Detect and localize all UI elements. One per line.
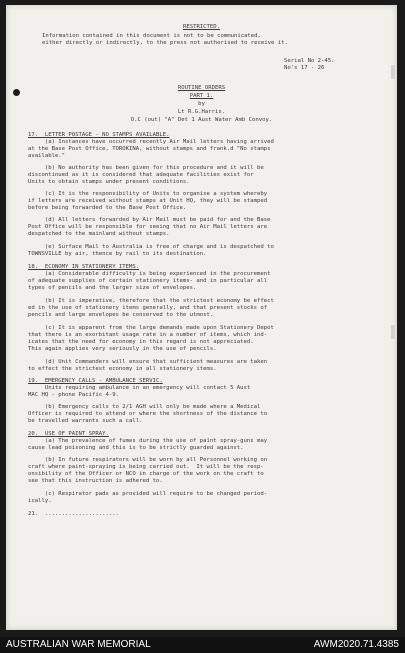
body-line: (a) Instances have occurred recently Air Mail letters having arrived: [28, 139, 274, 145]
body-line: available.": [28, 153, 66, 159]
body-line: onsibility of the Officer or NCO in charge of the work on the craft to: [28, 471, 264, 477]
body-line: 21. ......................: [28, 511, 119, 517]
archive-footer: [0, 637, 405, 653]
body-line: MAC HQ - phone Pacific 4-9.: [28, 392, 119, 398]
body-line: (b) No authority has been given for this procedure and it will be: [28, 165, 264, 171]
body-line: despatched to the mainland without stamps.: [28, 231, 170, 237]
body-line: (a) Considerable difficulty is being experienced in the procurement: [28, 271, 271, 277]
body-line: at the Base Post Office, TOROKINA, without stamps and frank.d "No stamps: [28, 146, 271, 152]
body-line: Post Office will be responsible for seeing that no Air Mail letters are: [28, 224, 268, 230]
body-line: cause lead poisoning and this is to be strictly guarded against.: [28, 445, 244, 451]
document-page: [6, 5, 397, 630]
notice-line: either directly or indirectly, to the press not authorised to receive it.: [42, 40, 288, 46]
heading-by: by: [198, 101, 205, 107]
body-line: Units to obtain stamps under present conditions.: [28, 179, 190, 185]
page-edge-tab: [391, 65, 395, 79]
body-line: (a) The prevalence of fumes during the use of paint spray-guns may: [28, 438, 268, 444]
body-line: Units requiring ambulance in an emergency will contact 5 Aust: [28, 385, 251, 391]
body-line: ed in the use of stationery items generally, and that present stocks of: [28, 305, 268, 311]
body-line: (b) In future respirators will be worn by all Personnel working on: [28, 457, 268, 463]
body-line: ically.: [28, 498, 52, 504]
heading-title: ROUTINE ORDERS: [177, 85, 226, 91]
body-line: TOWNSVILLE by air, thence by rail to its destination.: [28, 251, 207, 257]
heading-part: PART 1.: [189, 93, 214, 99]
body-line: (b) It is imperative, therefore that the strictest economy be effect: [28, 298, 274, 304]
heading-officer: Lt R.G.Harris.: [177, 109, 226, 115]
body-line: (b) Emergency calls to 2/1 AGH will only be made where a Medical: [28, 404, 261, 410]
page-edge-tab: [391, 325, 395, 339]
body-line: craft where paint-spraying is being carried out. It will be the resp-: [28, 464, 264, 470]
body-line: Officer is required to attend or where the shortness of the distance to: [28, 411, 268, 417]
body-line: types of pencils and the larger size of envelopes.: [28, 285, 197, 291]
body-line: (e) Surface Mail to Australia is free of charge and is despatched to: [28, 244, 274, 250]
body-line: (c) It is the responsibility of Units to organise a system whereby: [28, 191, 268, 197]
body-line: discontinued as it is considered that adequate facilities exist for: [28, 172, 254, 178]
section-heading: 20. USE OF PAINT SPRAY.: [28, 431, 109, 437]
body-line: be travelled warrants such a call.: [28, 418, 143, 424]
body-line: if letters are received without stamps at Unit HQ, they will be stamped: [28, 198, 268, 204]
body-line: before being forwarded to the Base Post Office.: [28, 205, 187, 211]
notice-line: Information contained in this document is not to be communicated,: [42, 33, 261, 39]
body-line: of adequate supplies of certain stationery items- and in particular all: [28, 278, 268, 284]
body-line: (c) Respirator pads as provided will require to be changed period-: [28, 491, 268, 497]
body-line: see that this instruction is adhered to.: [28, 478, 163, 484]
body-line: This again applies very seriously in the use of pencils.: [28, 346, 217, 352]
section-heading: 18. ECONOMY IN STATIONERY ITEMS.: [28, 264, 140, 270]
serial-number: Serial No 2-45.: [284, 58, 335, 64]
section-heading: 17. LETTER POSTAGE - NO STAMPS AVAILABLE.: [28, 132, 170, 138]
body-line: icates that the need for economy in this regard is not appreciated.: [28, 339, 254, 345]
restricted-marking: RESTRICTED.: [182, 24, 221, 30]
body-line: (c) It is apparent from the large demands made upon Stationery Depot: [28, 325, 274, 331]
body-line: (d) All letters forwarded by Air Mail must be paid for and the Base: [28, 217, 271, 223]
footer-source: AUSTRALIAN WAR MEMORIAL: [6, 639, 151, 650]
order-numbers: No's 17 - 26: [284, 65, 325, 71]
footer-accession: AWM2020.71.4385: [313, 639, 399, 650]
body-line: pencils and large envelopes be conserved to the utmost.: [28, 312, 214, 318]
body-line: (d) Unit Commanders will ensure that sufficient measures are taken: [28, 359, 268, 365]
body-line: to effect the strictest economy in all stationery items.: [28, 366, 217, 372]
section-heading: 19. EMERGENCY CALLS - AMBULANCE SERVIC.: [28, 378, 163, 384]
heading-unit: O.C (out) "A" Det 1 Aust Water Amb Convoy.: [130, 117, 273, 123]
body-line: that there is an exorbitant usage rate in a number of items, which ind-: [28, 332, 268, 338]
